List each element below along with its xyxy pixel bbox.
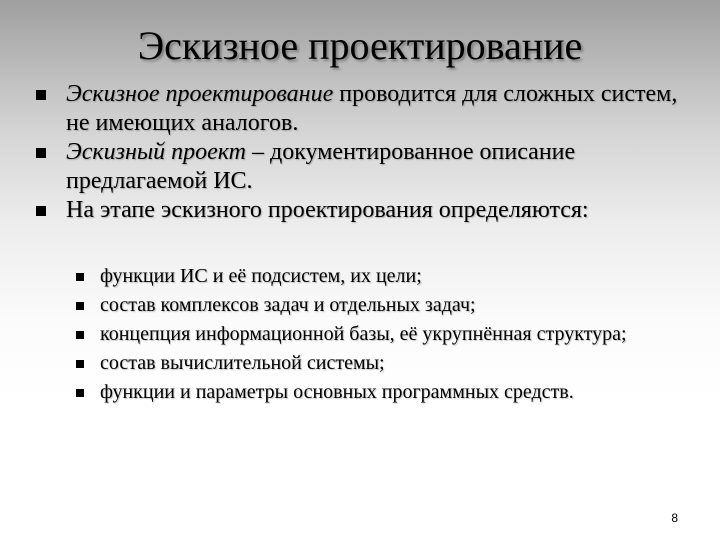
square-bullet-icon — [76, 360, 84, 368]
bullet-term: Эскизное проектирование — [66, 81, 334, 107]
square-bullet-icon — [36, 148, 46, 158]
sub-bullet-text: состав комплексов задач и отдельных задач; — [100, 294, 476, 316]
bullet-text: На этапе эскизного проектирования определяются: — [66, 197, 589, 223]
sub-bullet-text: концепция информационной базы, её укрупнённая структура; — [100, 323, 627, 345]
bullet-term: Эскизный проект — [66, 139, 247, 165]
bullet-text: – документированное описание предлагаемой ИС. — [66, 139, 576, 194]
square-bullet-icon — [36, 90, 46, 100]
square-bullet-icon — [76, 389, 84, 397]
sub-bullet-text: функции ИС и её подсистем, их цели; — [100, 265, 422, 287]
sub-bullet-text: состав вычислительной системы; — [100, 352, 385, 374]
sub-bullet-item — [76, 381, 696, 404]
bullet-item — [36, 196, 696, 225]
bullet-item — [36, 80, 696, 138]
square-bullet-icon — [76, 302, 84, 310]
slide-title: Эскизное проектирование — [137, 23, 583, 68]
square-bullet-icon — [76, 273, 84, 281]
sub-bullet-item — [76, 323, 696, 346]
page-number: 8 — [671, 511, 678, 525]
sub-bullet-text: функции и параметры основных программных средств. — [100, 381, 574, 403]
main-bullet-list — [36, 80, 696, 225]
square-bullet-icon — [36, 206, 46, 216]
square-bullet-icon — [76, 331, 84, 339]
sub-bullet-item — [76, 352, 696, 375]
sub-bullet-item — [76, 265, 696, 288]
bullet-item — [36, 138, 696, 196]
bullet-text: проводится для сложных систем, не имеющих аналогов. — [66, 81, 678, 136]
sub-bullet-list — [76, 265, 696, 410]
sub-bullet-item — [76, 294, 696, 317]
